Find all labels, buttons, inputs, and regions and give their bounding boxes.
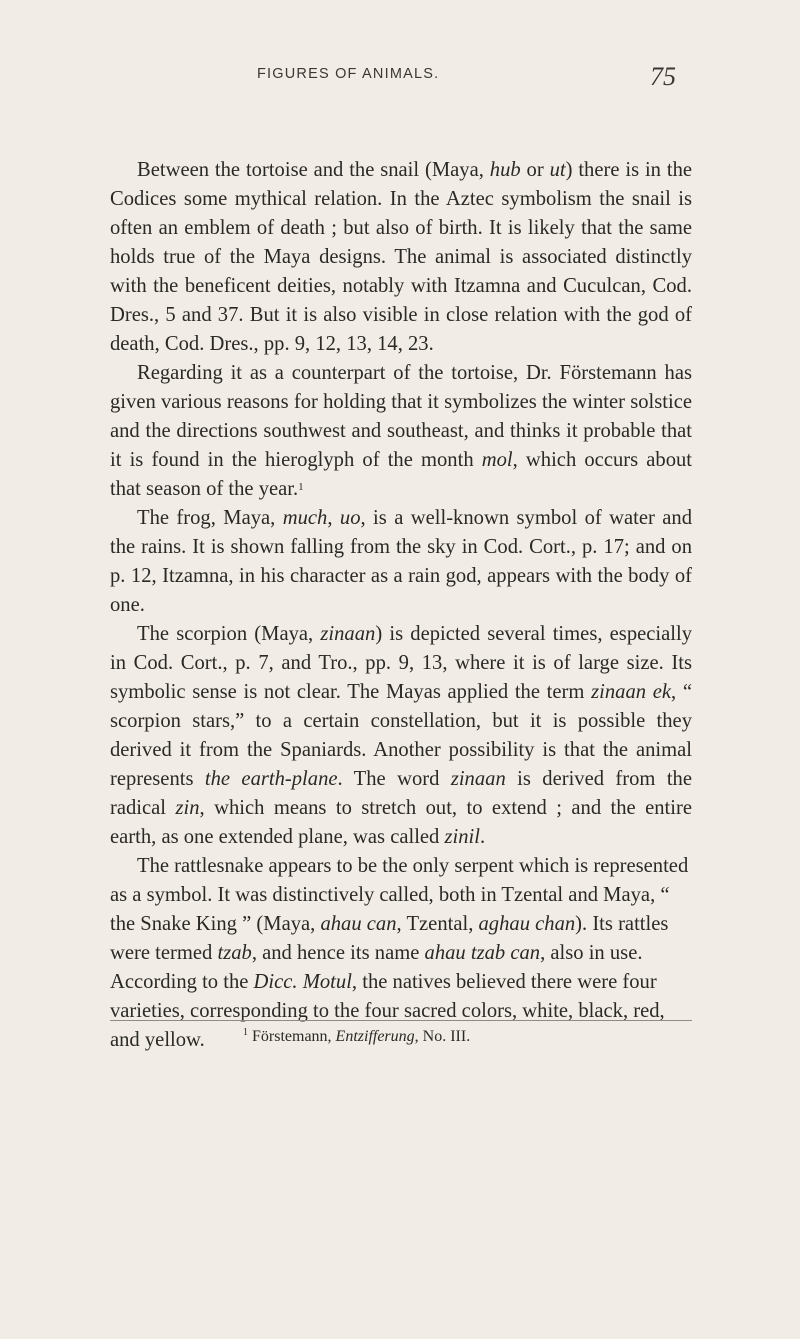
paragraph-rattlesnake: The rattlesnake appears to be the only serpent which is represented as a symbol. It was distinctively called, both in Tzental and Maya, “ the Snake King ” (Maya, ahau can, Tzental, aghau chan). Its rattles were termed tzab, and hence its name ahau tzab can, also in use. According to the Dicc. Motul, the natives believed there were four varieties, corresponding to the four sacred colors, white, black, red, and yellow. bbox=[110, 855, 689, 1051]
paragraph-frog: The frog, Maya, much, uo, is a well-known symbol of water and the rains. It is shown falling from the sky in Cod. Cort., p. 17; and on p. 12, Itzamna, in his character as a rain god, appears with the body of one. bbox=[110, 507, 692, 616]
paragraph-snail: Between the tortoise and the snail (Maya, hub or ut) there is in the Codices some mythical relation. In the Aztec symbolism the snail is often an emblem of death ; but also of birth. It is likely that the same holds true of the Maya designs. The animal is associated distinctly with the beneficent deities, notably with Itzamna and Cuculcan, Cod. Dres., 5 and 37. But it is also visible in close relation with the god of death, Cod. Dres., pp. 9, 12, 13, 14, 23. bbox=[110, 159, 693, 355]
body-text bbox=[110, 156, 692, 1055]
footnote-marker: 1 bbox=[243, 1027, 248, 1038]
paragraph-solstice: Regarding it as a counterpart of the tortoise, Dr. Förstemann has given various reasons for holding that it symbolizes the winter solstice and the directions southwest and southeast, and thinks it probable that it is found in the hieroglyph of the month mol, which occurs about that season of the year.$^1$ bbox=[110, 362, 693, 500]
page-number: 75 bbox=[650, 62, 676, 91]
footnote-divider bbox=[110, 1020, 692, 1021]
paragraph-scorpion: The scorpion (Maya, zinaan) is depicted several times, especially in Cod. Cort., p. 7, and Tro., pp. 9, 13, where it is of large size. Its symbolic sense is not clear. The Mayas applied the term zinaan ek, “ scorpion stars,” to a certain constellation, but it is possible they derived it from the Spaniards. Another possibility is that the animal represents the earth-plane. The word zinaan is derived from the radical zin, which means to stretch out, to extend ; and the entire earth, as one extended plane, was called zinil. bbox=[110, 623, 693, 848]
running-head bbox=[0, 62, 800, 102]
running-title: FIGURES OF ANIMALS. bbox=[257, 66, 440, 82]
footnote: $^1$ Förstemann, Entzifferung, No. III. bbox=[243, 1027, 471, 1045]
footnote-reference: 1 bbox=[298, 481, 304, 493]
